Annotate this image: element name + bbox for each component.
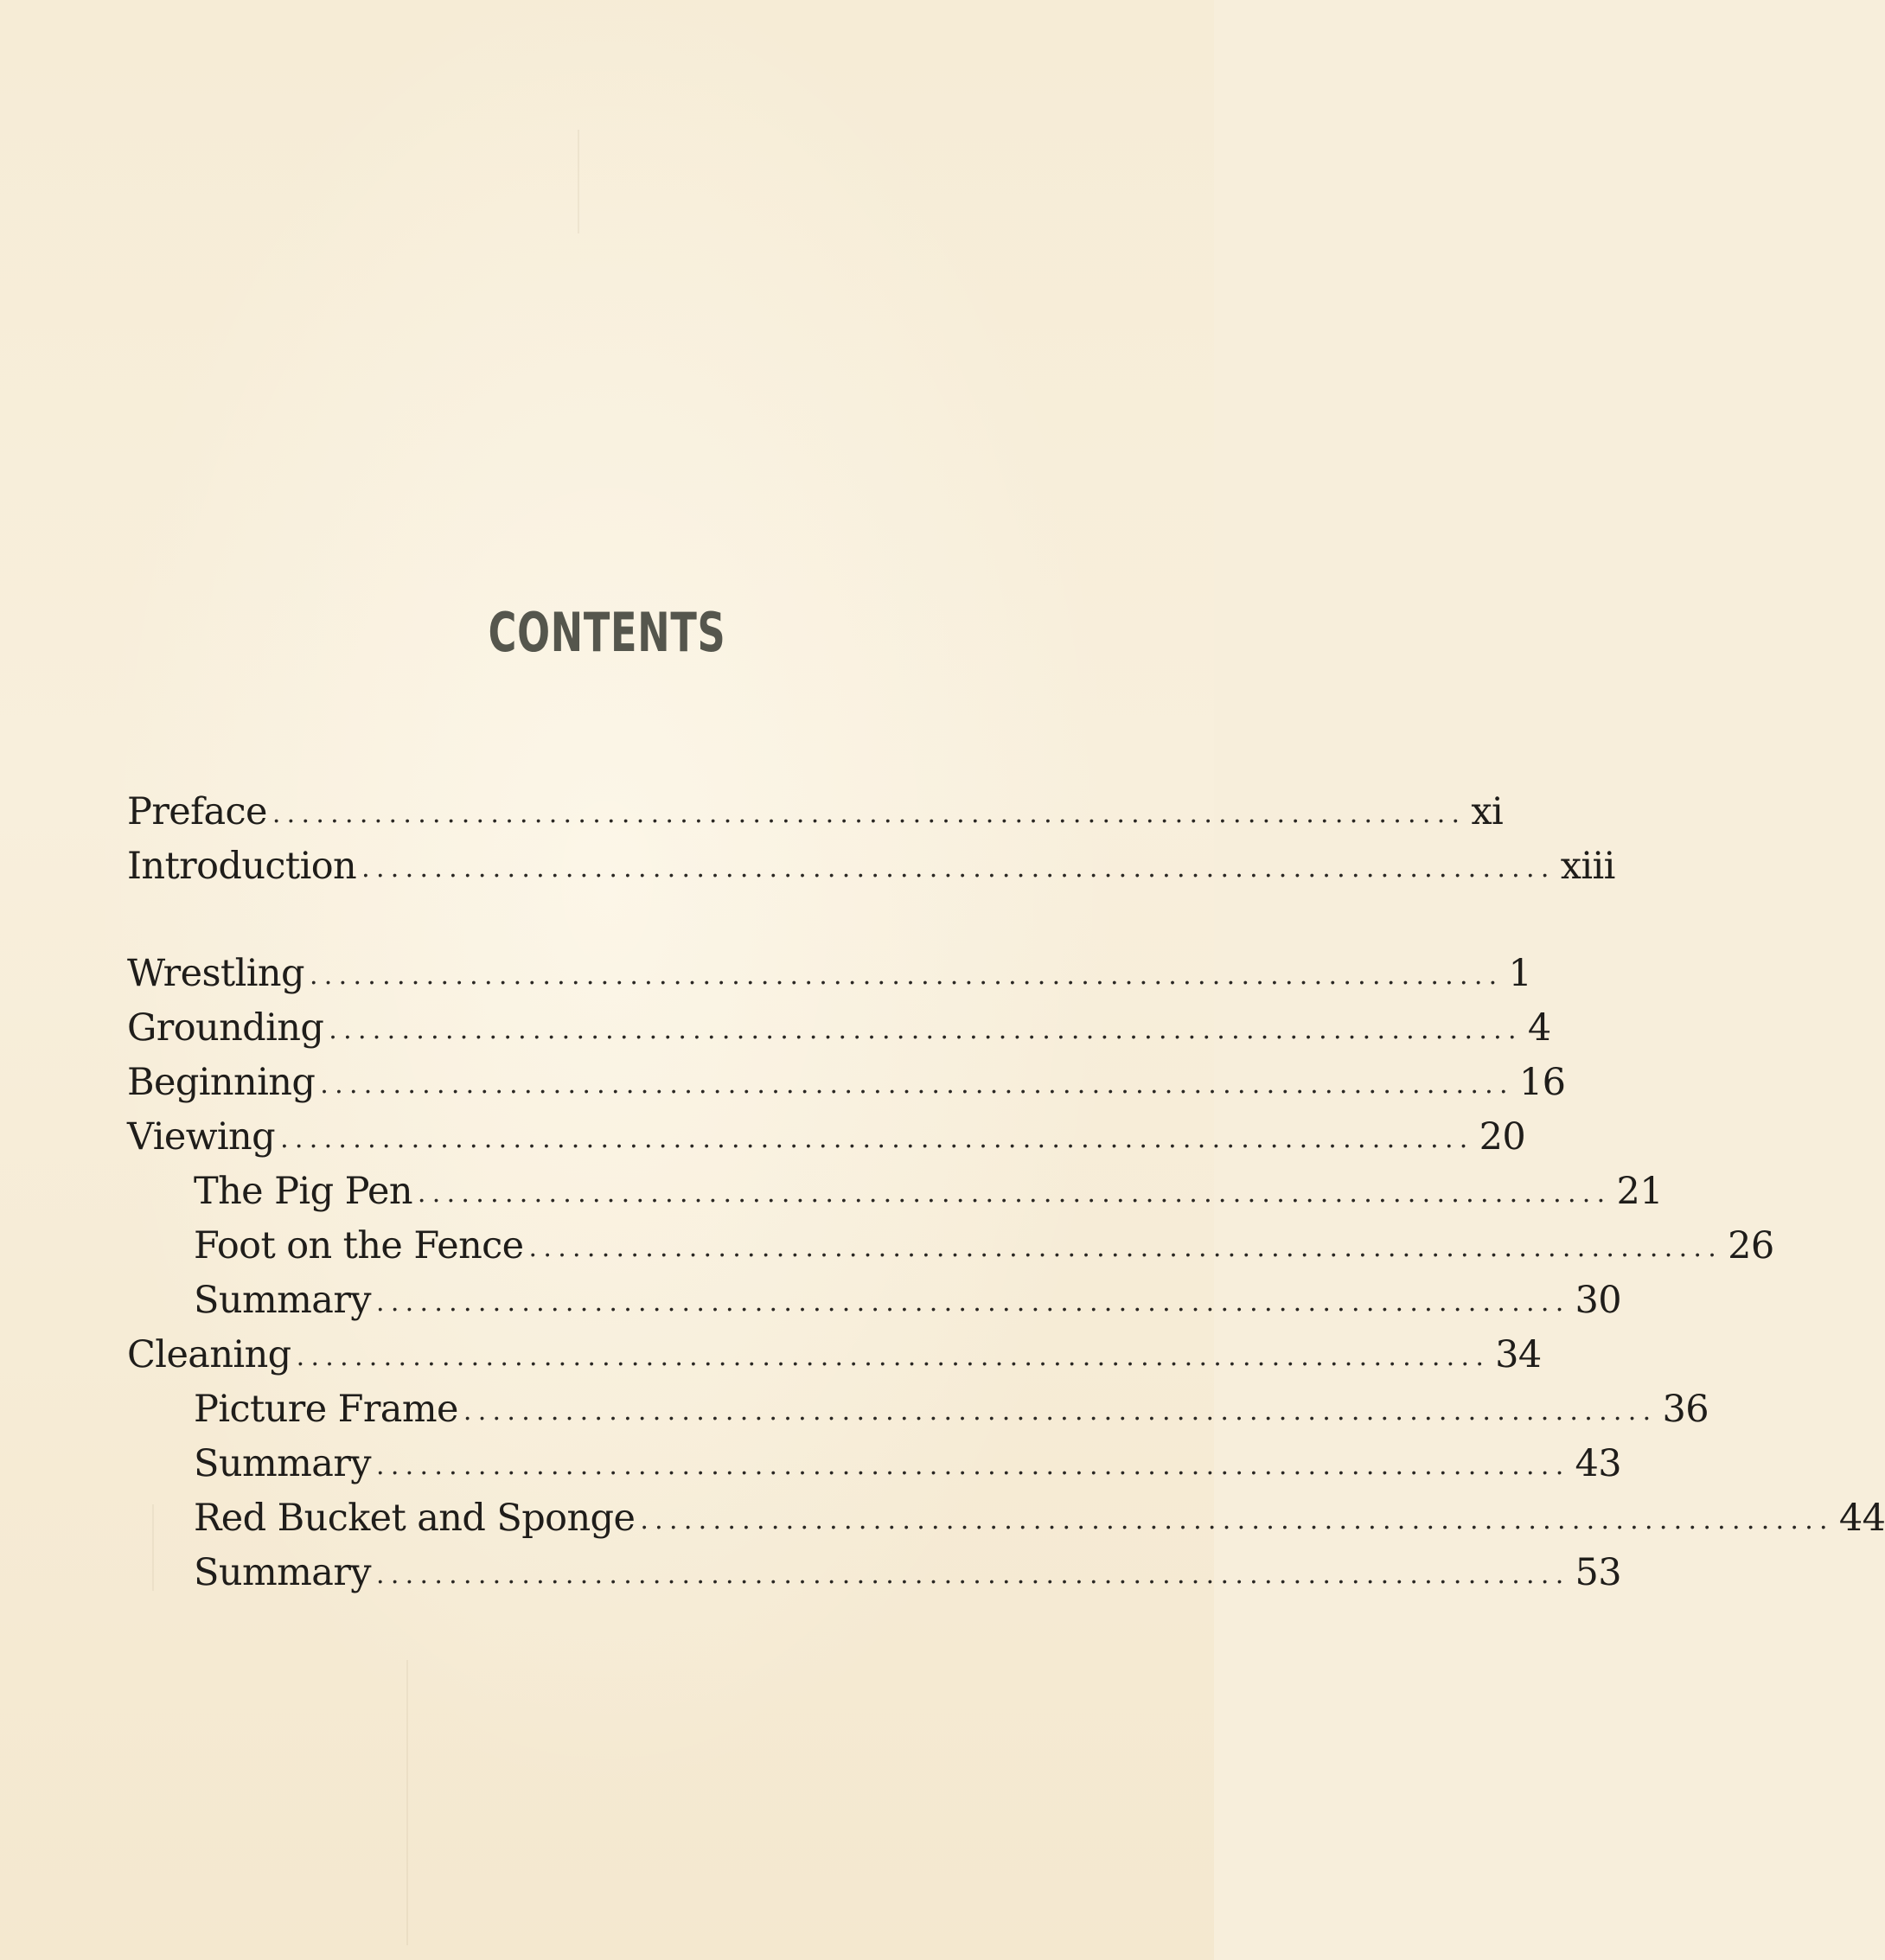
- toc-page-number: xi: [1471, 790, 1504, 833]
- dot-leader: ..................................................................................: [272, 799, 1466, 829]
- toc-entry-the-pig-pen[interactable]: [194, 1167, 1664, 1216]
- dot-leader: ..................................................................................: [329, 1015, 1523, 1045]
- toc-entry-label: Viewing: [127, 1115, 276, 1159]
- toc-entry-preface[interactable]: [127, 788, 1504, 836]
- toc-entry-summary[interactable]: [194, 1440, 1622, 1488]
- toc-entry-red-bucket-and-sponge[interactable]: [194, 1494, 1885, 1542]
- toc-entry-picture-frame[interactable]: [194, 1385, 1709, 1433]
- toc-page-number: xiii: [1560, 845, 1615, 888]
- dot-leader: ..................................................................................: [417, 1178, 1612, 1209]
- toc-page-number: 44: [1838, 1497, 1885, 1540]
- toc-entry-label: Beginning: [127, 1061, 316, 1104]
- toc-page-number: 53: [1575, 1551, 1622, 1594]
- toc-entry-label: Preface: [127, 790, 267, 833]
- toc-entry-introduction[interactable]: [127, 842, 1615, 891]
- dot-leader: ..................................................................................: [528, 1233, 1723, 1263]
- dot-leader: ..................................................................................: [375, 1287, 1570, 1318]
- toc-page-number: 30: [1575, 1279, 1622, 1322]
- dot-leader: ..................................................................................: [361, 853, 1556, 884]
- toc-entry-viewing[interactable]: [127, 1113, 1526, 1161]
- toc-page-number: 43: [1575, 1442, 1622, 1485]
- toc-entry-label: The Pig Pen: [194, 1170, 412, 1213]
- toc-entry-wrestling[interactable]: [127, 949, 1532, 998]
- toc-page-number: 26: [1728, 1224, 1774, 1267]
- toc-entry-label: Summary: [194, 1442, 371, 1485]
- dot-leader: ..................................................................................: [463, 1396, 1658, 1427]
- toc-entry-label: Foot on the Fence: [194, 1224, 524, 1267]
- toc-entry-label: Introduction: [127, 845, 357, 888]
- toc-page-number: 1: [1508, 952, 1532, 995]
- toc-entry-label: Summary: [194, 1279, 371, 1322]
- toc-page-number: 4: [1527, 1006, 1551, 1050]
- toc-entry-label: Cleaning: [127, 1333, 291, 1376]
- toc-entry-grounding[interactable]: [127, 1004, 1551, 1052]
- toc-page-number: 36: [1662, 1388, 1709, 1431]
- toc-entry-summary[interactable]: [194, 1276, 1622, 1325]
- dot-leader: ..................................................................................: [296, 1342, 1491, 1372]
- toc-page-number: 16: [1518, 1061, 1566, 1104]
- toc-entry-foot-on-the-fence[interactable]: [194, 1222, 1774, 1270]
- dot-leader: ..................................................................................: [309, 961, 1504, 991]
- toc-page-number: 21: [1616, 1170, 1664, 1213]
- page-title: CONTENTS: [488, 601, 726, 664]
- dot-leader: ..................................................................................: [375, 1451, 1570, 1481]
- toc-entry-label: Grounding: [127, 1006, 324, 1050]
- toc-page-number: 34: [1495, 1333, 1542, 1376]
- dot-leader: ..................................................................................: [320, 1069, 1514, 1100]
- dot-leader: ..................................................................................: [280, 1124, 1474, 1154]
- toc-entry-cleaning[interactable]: [127, 1331, 1542, 1379]
- toc-entry-beginning[interactable]: [127, 1058, 1566, 1107]
- toc-entry-label: Red Bucket and Sponge: [194, 1497, 636, 1540]
- toc-entry-label: Wrestling: [127, 952, 304, 995]
- dot-leader: ..................................................................................: [375, 1560, 1570, 1590]
- dot-leader: ..................................................................................: [640, 1505, 1834, 1535]
- toc-entry-label: Summary: [194, 1551, 371, 1594]
- toc-page-number: 20: [1479, 1115, 1526, 1159]
- toc-entry-label: Picture Frame: [194, 1388, 458, 1431]
- toc-entry-summary[interactable]: [194, 1548, 1622, 1597]
